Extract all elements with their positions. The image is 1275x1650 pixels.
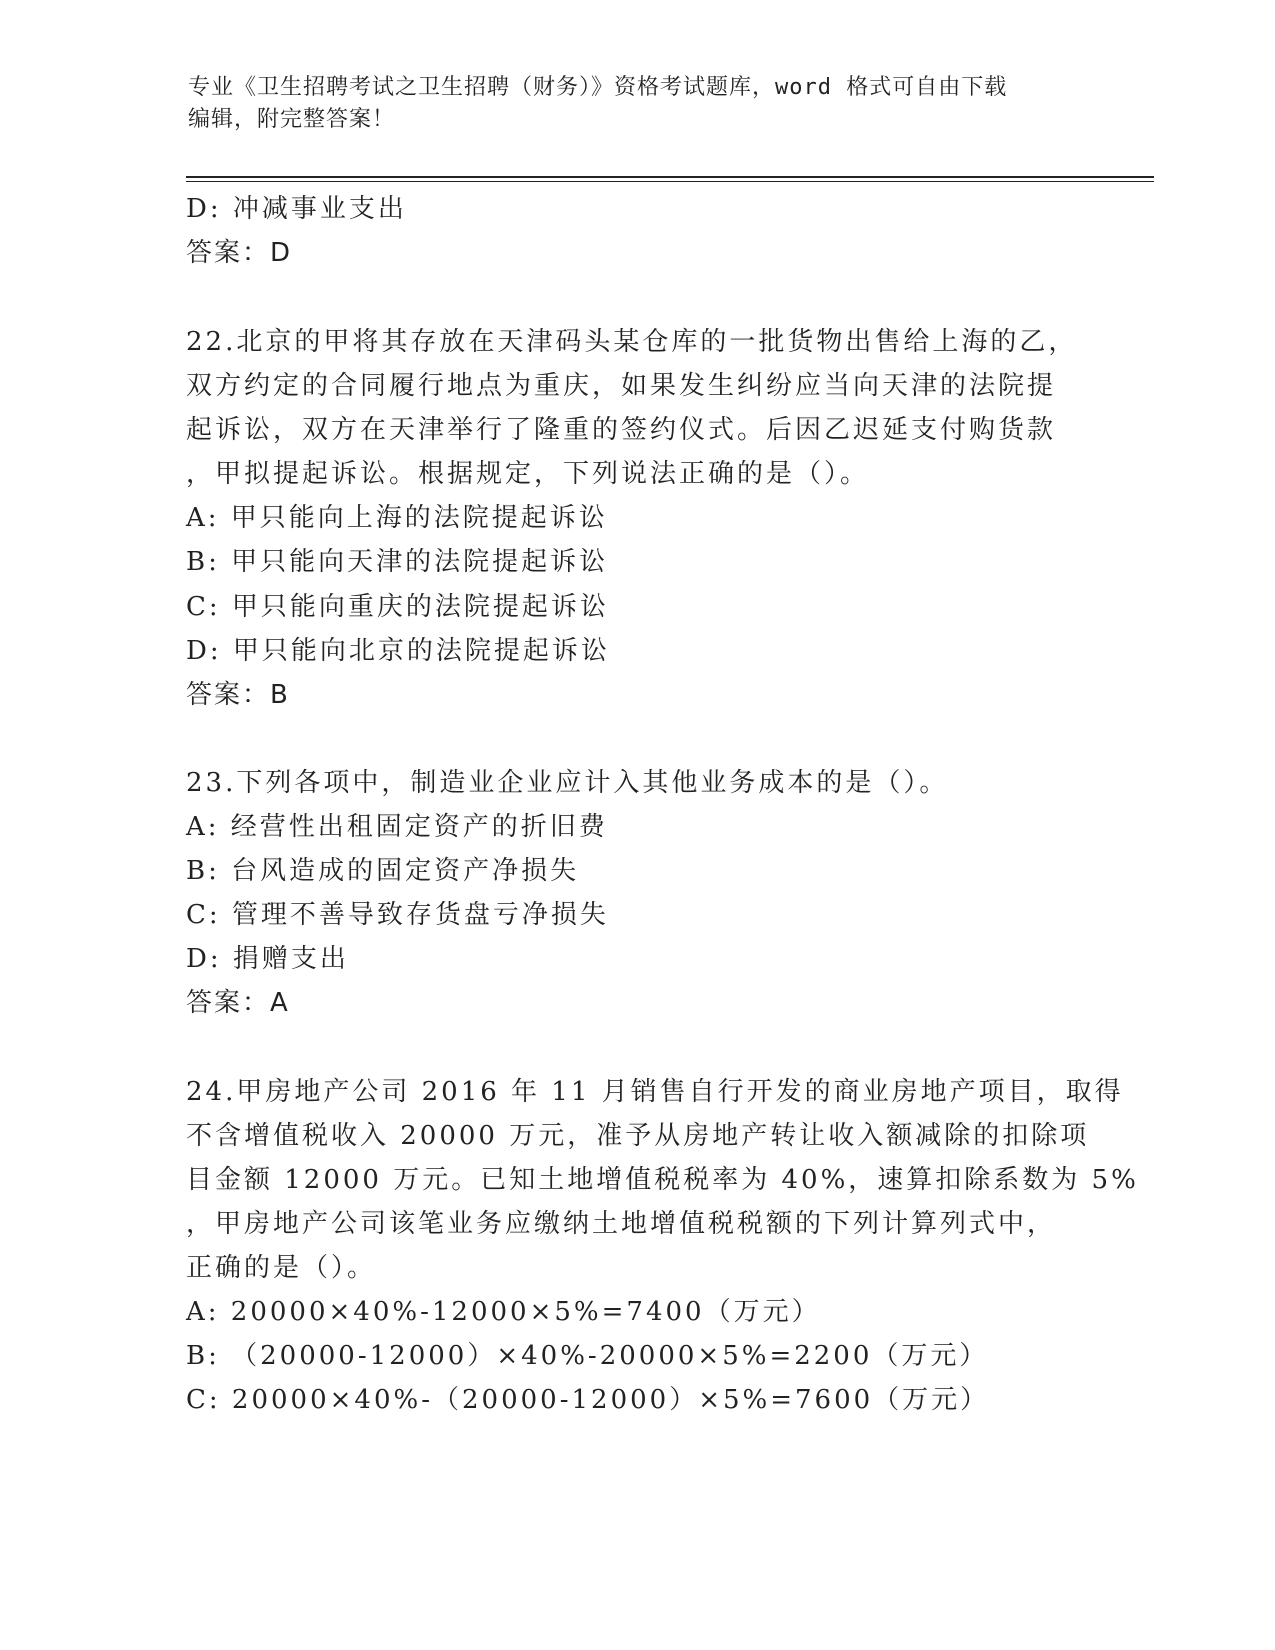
prev-option-d: D: 冲减事业支出 (186, 194, 407, 224)
header-line-2: 编辑，附完整答案！ (188, 107, 396, 132)
q24-stem-line: 目金额 12000 万元。已知土地增值税税率为 40%，速算扣除系数为 5% (186, 1165, 1139, 1195)
header-rule-thick (186, 176, 1154, 178)
q22-answer: 答案：B (186, 680, 290, 710)
q22-option-a: A: 甲只能向上海的法院提起诉讼 (186, 503, 608, 533)
q22-stem-line: 起诉讼，双方在天津举行了隆重的签约仪式。后因乙迟延支付购货款 (186, 415, 1057, 445)
q24-option-a: A: 20000×40%-12000×5%=7400（万元） (186, 1297, 821, 1327)
q24-option-b: B: （20000-12000）×40%-20000×5%=2200（万元） (186, 1341, 989, 1371)
q23-option-c: C: 管理不善导致存货盘亏净损失 (186, 900, 609, 930)
q23-answer: 答案：A (186, 988, 290, 1018)
q23-stem-line: 23.下列各项中，制造业企业应计入其他业务成本的是（）。 (186, 768, 949, 798)
header-line-1: 专业《卫生招聘考试之卫生招聘（财务）》资格考试题库，word 格式可自由下载 (188, 75, 1008, 100)
q23-option-a: A: 经营性出租固定资产的折旧费 (186, 812, 608, 842)
q23-option-b: B: 台风造成的固定资产净损失 (186, 856, 580, 886)
q22-stem-line: 22.北京的甲将其存放在天津码头某仓库的一批货物出售给上海的乙， (186, 327, 1078, 357)
q22-stem-line: ，甲拟提起诉讼。根据规定，下列说法正确的是（）。 (186, 459, 870, 489)
q22-stem-line: 双方约定的合同履行地点为重庆，如果发生纠纷应当向天津的法院提 (186, 371, 1057, 401)
q24-stem-line: 不含增值税收入 20000 万元，准予从房地产转让收入额减除的扣除项 (186, 1121, 1090, 1151)
prev-answer: 答案：D (186, 238, 293, 268)
q22-option-b: B: 甲只能向天津的法院提起诉讼 (186, 547, 609, 577)
q24-stem-line: 正确的是（）。 (186, 1253, 377, 1283)
q24-stem-line: 24.甲房地产公司 2016 年 11 月销售自行开发的商业房地产项目，取得 (186, 1077, 1124, 1107)
q22-option-c: C: 甲只能向重庆的法院提起诉讼 (186, 592, 609, 622)
q22-option-d: D: 甲只能向北京的法院提起诉讼 (186, 636, 610, 666)
document-header (188, 72, 1068, 136)
q23-option-d: D: 捐赠支出 (186, 944, 349, 974)
q24-stem-line: ，甲房地产公司该笔业务应缴纳土地增值税税额的下列计算列式中， (186, 1209, 1057, 1239)
q24-option-c: C: 20000×40%-（20000-12000）×5%=7600（万元） (186, 1385, 990, 1415)
header-rule-thin (186, 181, 1154, 182)
